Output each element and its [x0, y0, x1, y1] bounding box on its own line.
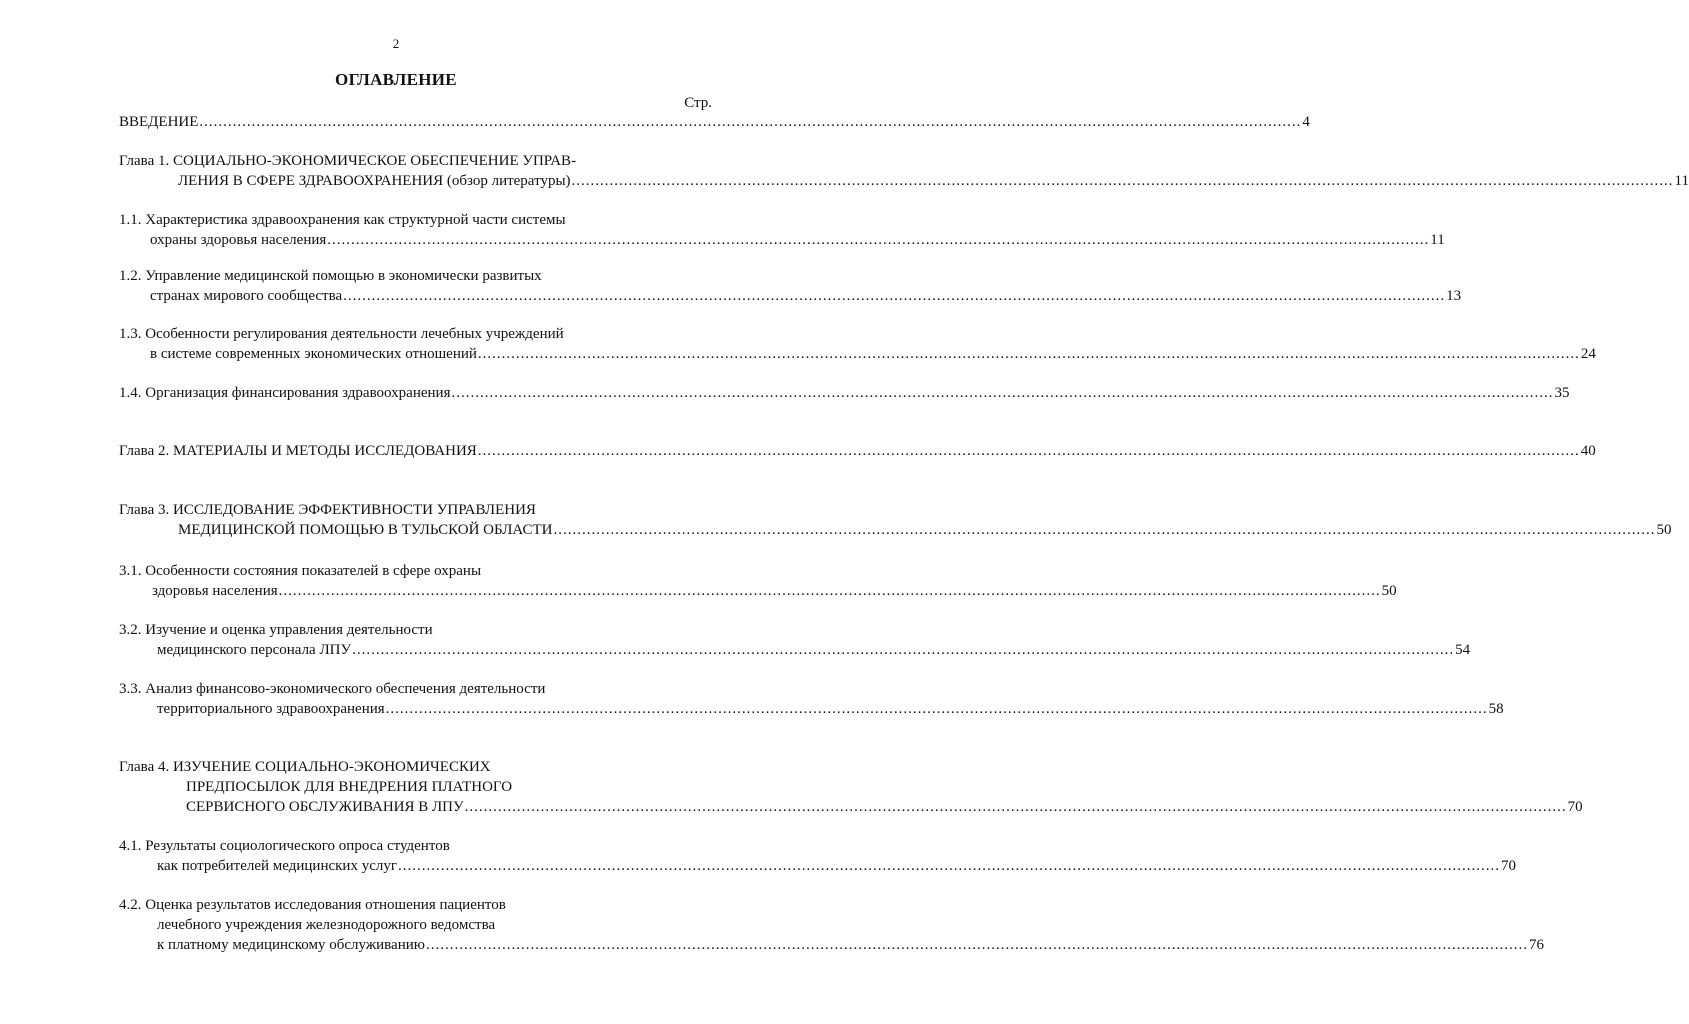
toc-entry-text: 1.4. Организация финансирования здравоохранения [119, 385, 451, 401]
toc-entry-section-1-2-cont[interactable] [150, 286, 1462, 306]
leader-dots [343, 286, 1445, 306]
toc-entry-text: медицинского персонала ЛПУ [157, 642, 352, 658]
toc-page-number: 35 [1554, 385, 1570, 401]
leader-dots [199, 112, 1301, 132]
toc-entry-section-1-3[interactable] [119, 324, 712, 344]
toc-entry-chapter-4[interactable] [119, 757, 712, 777]
toc-entry-chapter-2[interactable] [119, 441, 1596, 461]
toc-entry-text: МЕДИЦИНСКОЙ ПОМОЩЬЮ В ТУЛЬСКОЙ ОБЛАСТИ [178, 522, 553, 538]
toc-entry-text: Глава 2. МАТЕРИАЛЫ И МЕТОДЫ ИССЛЕДОВАНИЯ [119, 443, 477, 459]
toc-entry-section-3-1[interactable] [119, 561, 712, 581]
toc-page-number: 50 [1656, 522, 1672, 538]
toc-page-number: 11 [1430, 232, 1445, 248]
toc-page-number: 24 [1580, 346, 1596, 362]
toc-entry-text: лечебного учреждения железнодорожного ведомства [157, 917, 496, 933]
toc-entry-section-1-4[interactable] [119, 383, 1570, 403]
toc-entry-section-4-2-cont-2[interactable] [157, 935, 1544, 955]
toc-entry-section-3-3[interactable] [119, 679, 712, 699]
toc-page-number: 4 [1302, 114, 1310, 130]
leader-dots [352, 640, 1454, 660]
toc-page-number: 11 [1674, 173, 1689, 189]
toc-entry-text: территориального здравоохранения [157, 701, 385, 717]
toc-entry-section-3-2[interactable] [119, 620, 712, 640]
toc-entry-text: СЕРВИСНОГО ОБСЛУЖИВАНИЯ В ЛПУ [186, 799, 464, 815]
leader-dots [465, 797, 1567, 817]
toc-entry-text: ЛЕНИЯ В СФЕРЕ ЗДРАВООХРАНЕНИЯ (обзор литературы) [178, 173, 571, 189]
toc-entry-text: 4.2. Оценка результатов исследования отношения пациентов [119, 897, 506, 913]
toc-entry-section-4-2-cont-1[interactable] [157, 915, 712, 935]
toc-page-number: 54 [1455, 642, 1471, 658]
toc-entry-text: охраны здоровья населения [150, 232, 327, 248]
toc-entry-text: ВВЕДЕНИЕ [119, 114, 199, 130]
leader-dots [554, 520, 1656, 540]
toc-entry-chapter-1-cont[interactable] [178, 171, 1689, 191]
toc-title: ОГЛАВЛЕНИЕ [335, 70, 457, 89]
toc-entry-text: странах мирового сообщества [150, 288, 343, 304]
toc-entry-text: 1.2. Управление медицинской помощью в экономически развитых [119, 268, 542, 284]
toc-entry-chapter-3[interactable] [119, 500, 712, 520]
page-number: 2 [392, 36, 400, 51]
toc-entry-chapter-4-cont-2[interactable] [186, 797, 1583, 817]
leader-dots [451, 383, 1553, 403]
toc-entry-text: 1.1. Характеристика здравоохранения как структурной части системы [119, 212, 566, 228]
leader-dots [279, 581, 1381, 601]
toc-page-number: 50 [1381, 583, 1397, 599]
toc-entry-text: Глава 4. ИЗУЧЕНИЕ СОЦИАЛЬНО-ЭКОНОМИЧЕСКИХ [119, 759, 491, 775]
toc-entry-text: в системе современных экономических отношений [150, 346, 477, 362]
toc-entry-section-1-3-cont[interactable] [150, 344, 1596, 364]
leader-dots [398, 856, 1500, 876]
toc-entry-section-3-3-cont[interactable] [157, 699, 1504, 719]
toc-entry-intro[interactable] [119, 112, 1310, 132]
toc-page-number: 70 [1501, 858, 1516, 874]
toc-entry-section-4-1-cont[interactable] [157, 856, 1516, 876]
leader-dots [327, 230, 1429, 250]
toc-page-number: 40 [1580, 443, 1596, 459]
toc-entry-section-1-1[interactable] [119, 210, 712, 230]
toc-entry-text: 1.3. Особенности регулирования деятельности лечебных учреждений [119, 326, 564, 342]
toc-entry-section-3-2-cont[interactable] [157, 640, 1471, 660]
leader-dots [572, 171, 1674, 191]
leader-dots [478, 344, 1580, 364]
toc-entry-text: 3.1. Особенности состояния показателей в сфере охраны [119, 563, 482, 579]
toc-entry-text: 4.1. Результаты социологического опроса студентов [119, 838, 450, 854]
toc-page-number: 13 [1446, 288, 1462, 304]
leader-dots [426, 935, 1528, 955]
toc-entry-chapter-1[interactable] [119, 151, 712, 171]
toc-entry-section-1-1-cont[interactable] [150, 230, 1445, 250]
toc-entry-chapter-4-cont-1[interactable] [186, 777, 712, 797]
toc-entry-text: 3.3. Анализ финансово-экономического обеспечения деятельности [119, 681, 546, 697]
toc-page-number: 58 [1488, 701, 1504, 717]
toc-entry-section-4-1[interactable] [119, 836, 712, 856]
toc-page-number: 70 [1567, 799, 1583, 815]
toc-entry-text: ПРЕДПОСЫЛОК ДЛЯ ВНЕДРЕНИЯ ПЛАТНОГО [186, 779, 513, 795]
toc-entry-text: Глава 3. ИССЛЕДОВАНИЕ ЭФФЕКТИВНОСТИ УПРАВЛЕНИЯ [119, 502, 536, 518]
toc-entry-chapter-3-cont[interactable] [178, 520, 1672, 540]
toc-entry-section-4-2[interactable] [119, 895, 712, 915]
toc-entry-section-1-2[interactable] [119, 266, 712, 286]
toc-page-number: 76 [1528, 937, 1544, 953]
leader-dots [386, 699, 1488, 719]
toc-entry-text: Глава 1. СОЦИАЛЬНО-ЭКОНОМИЧЕСКОЕ ОБЕСПЕЧЕНИЕ УПРАВ- [119, 153, 577, 169]
toc-entry-section-3-1-cont[interactable] [152, 581, 1397, 601]
toc-entry-text: к платному медицинскому обслуживанию [157, 937, 425, 953]
leader-dots [478, 441, 1580, 461]
toc-entry-text: здоровья населения [152, 583, 278, 599]
toc-entry-text: как потребителей медицинских услуг [157, 858, 397, 874]
page-column-label: Стр. [684, 95, 712, 111]
toc-entry-text: 3.2. Изучение и оценка управления деятельности [119, 622, 433, 638]
